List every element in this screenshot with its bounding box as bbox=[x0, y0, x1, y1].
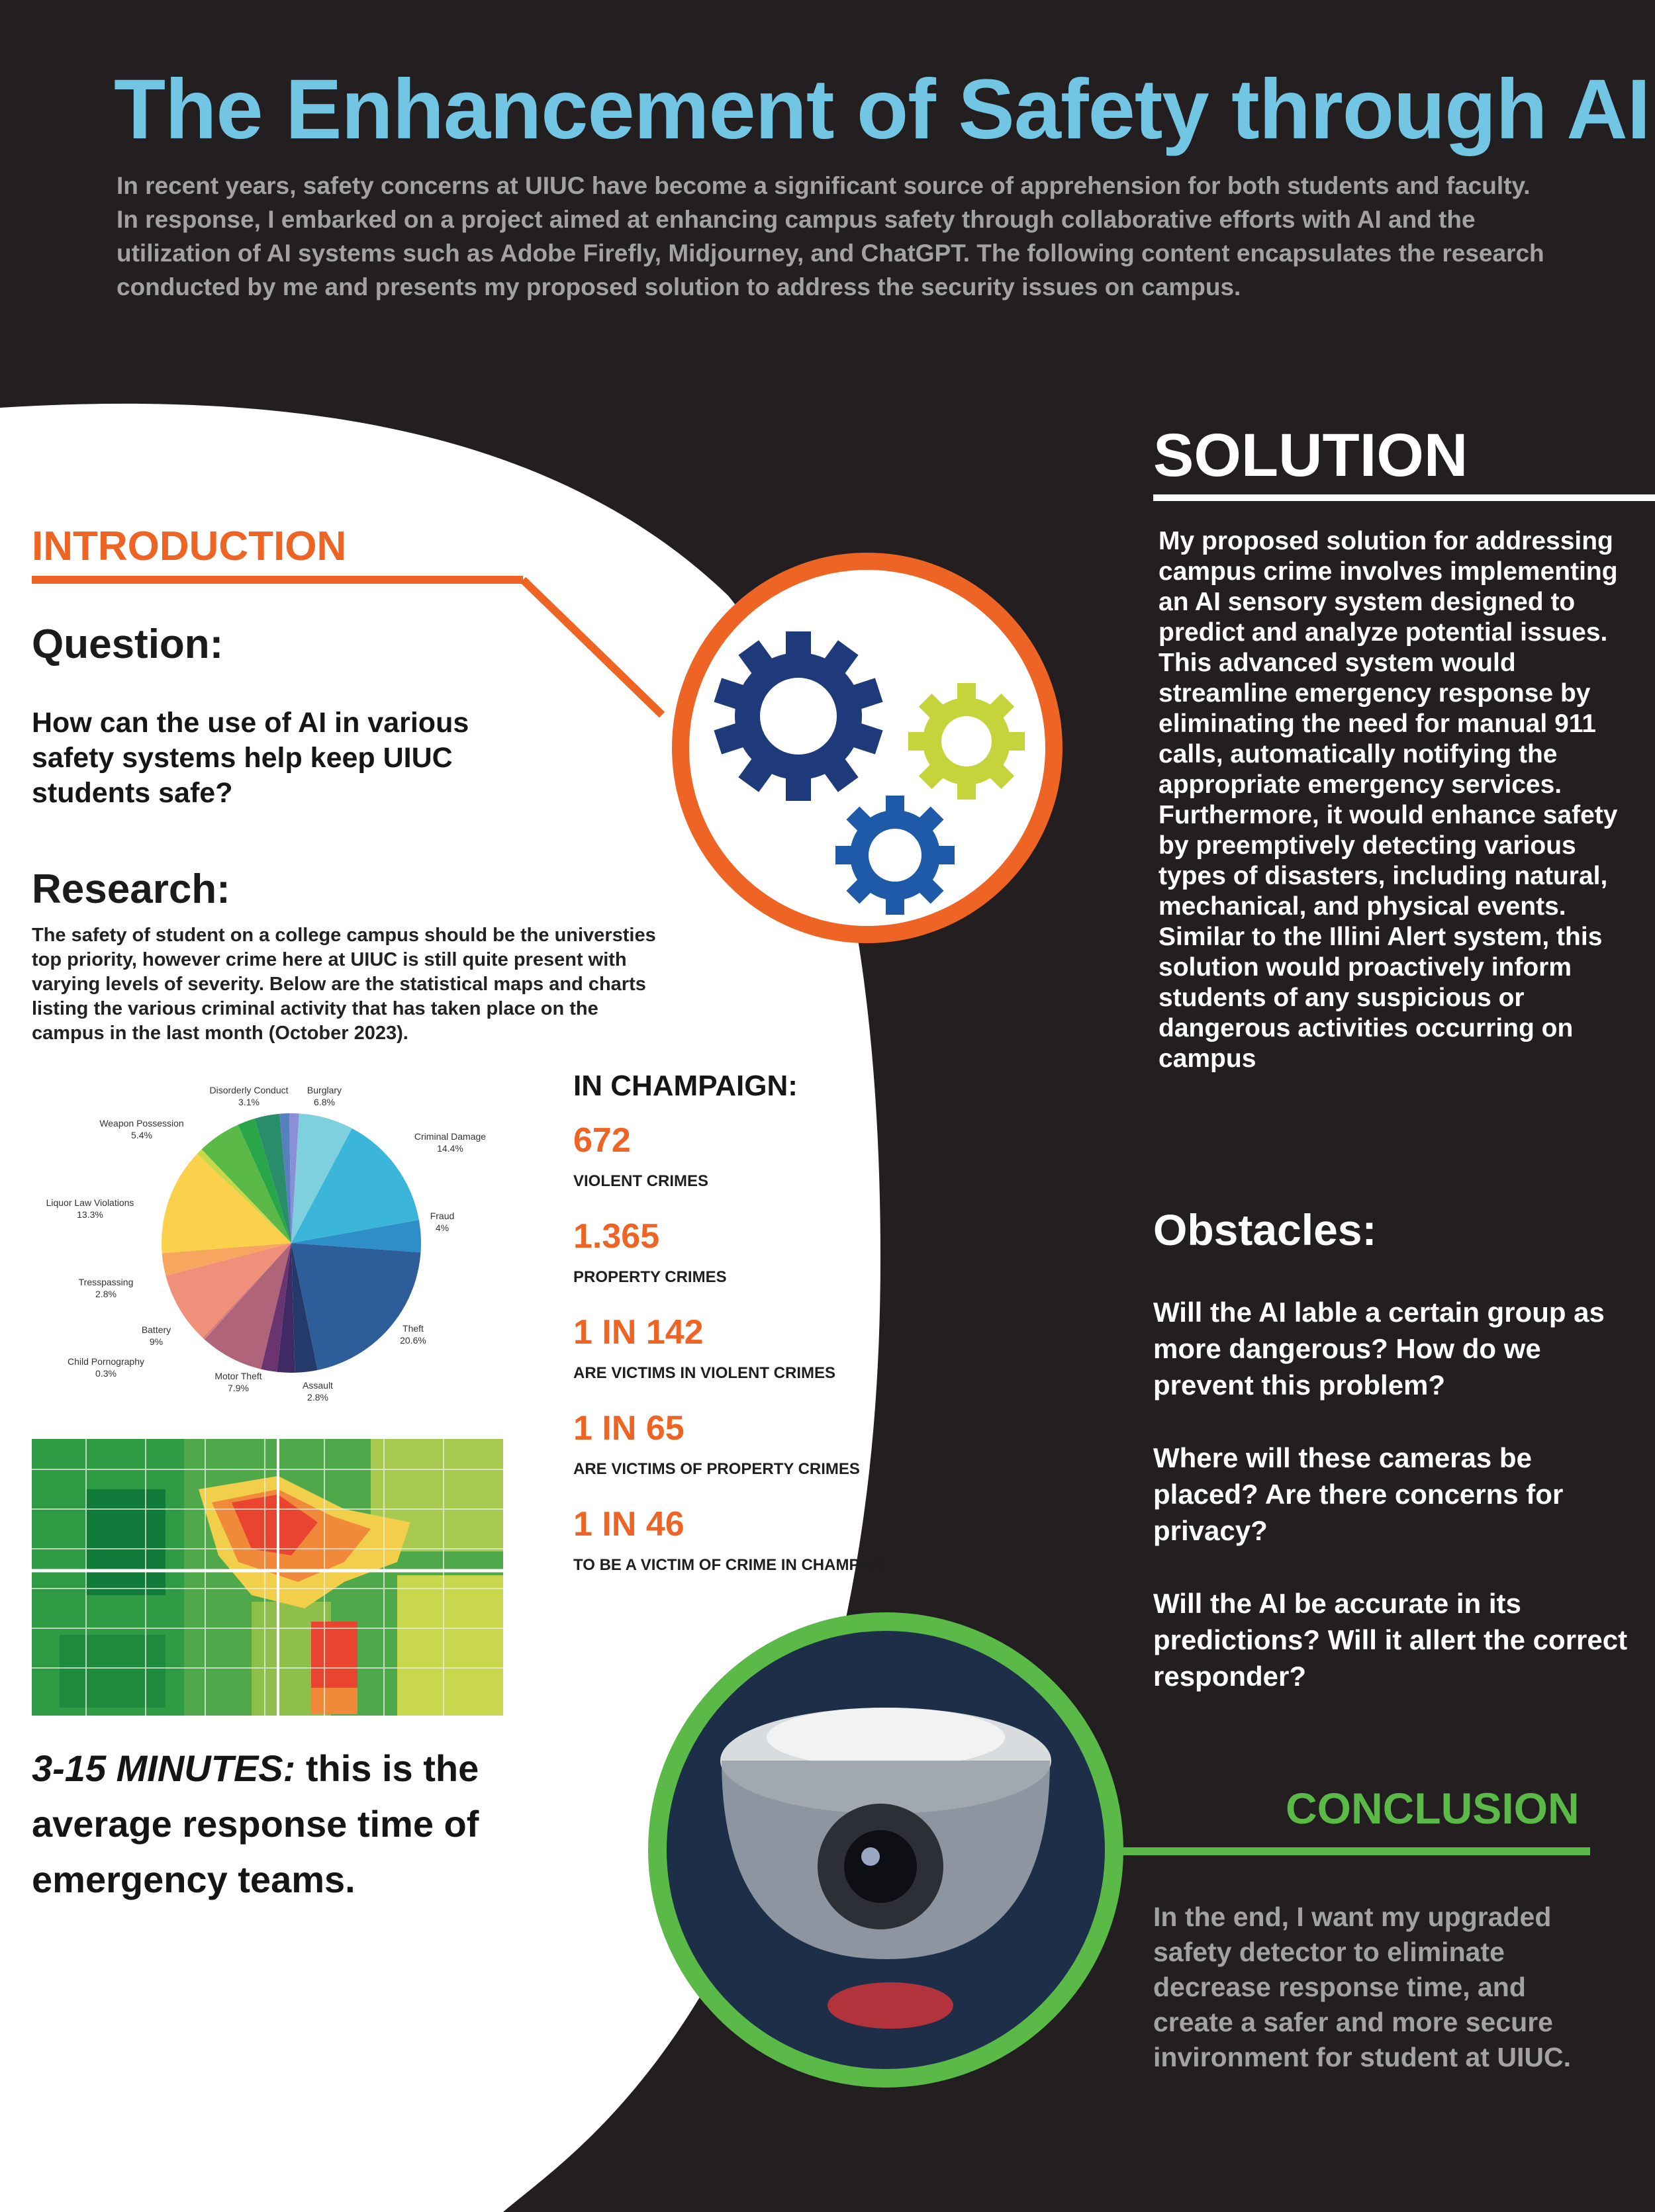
stat-violent-victims bbox=[573, 1313, 835, 1383]
pie-label: Assault bbox=[303, 1380, 333, 1391]
pie-label: Child Pornography bbox=[68, 1356, 144, 1367]
intro-paragraph: In recent years, safety concerns at UIUC have become a significant source of apprehension for both students and faculty. In response, I embarked on a project aimed at enhancing campus safety through collaborative efforts with AI and the utilization of AI systems such as Adobe Firefly, Midjourney, and ChatGPT. The following content encapsulates the research conducted by me and presents my proposed solution to address the security issues on campus. bbox=[117, 172, 1544, 300]
stat-label: TO BE A VICTIM OF CRIME IN CHAMPAIG. bbox=[573, 1556, 891, 1574]
pie-label: Fraud bbox=[430, 1211, 455, 1221]
pie-label: Weapon Possession bbox=[99, 1118, 184, 1129]
pie-label: Motor Theft bbox=[214, 1371, 262, 1381]
stat-label: VIOLENT CRIMES bbox=[573, 1172, 709, 1190]
research-heading: Research: bbox=[32, 866, 230, 912]
research-text: The safety of student on a college campus should be the universties top priority, however crime here at UIUC is still quite present with varying levels of severity. Below are the statistical maps and charts listing the various criminal activity that has taken place on the campus in the last month (October 2023). bbox=[32, 925, 656, 1044]
crime-heat-map bbox=[32, 1439, 503, 1716]
stat-crime-victim bbox=[573, 1504, 891, 1575]
response-time-note bbox=[32, 1741, 495, 1908]
response-text: this is the average response time of emergency teams. bbox=[32, 1747, 479, 1900]
response-highlight: 3-15 MINUTES: bbox=[32, 1747, 296, 1789]
pie-value-label: 14.4% bbox=[437, 1143, 463, 1154]
pie-label: Tresspassing bbox=[78, 1277, 134, 1287]
stat-property bbox=[573, 1217, 727, 1287]
stat-label: ARE VICTIMS OF PROPERTY CRIMES bbox=[573, 1460, 860, 1478]
stat-value: 1 IN 142 bbox=[573, 1313, 704, 1352]
crime-pie-chart bbox=[32, 1080, 503, 1410]
pie-value-label: 9% bbox=[149, 1336, 164, 1347]
question-heading: Question: bbox=[32, 622, 224, 667]
conclusion-text: In the end, I want my upgraded safety detector to eliminate decrease response time, and create a safer and more secure invironment for student at UIUC. bbox=[1153, 1902, 1571, 2072]
security-camera-icon bbox=[657, 1622, 1114, 2078]
obstacle-question: Where will these cameras be placed? Are there concerns for privacy? bbox=[1153, 1442, 1564, 1546]
page-title: The Enhancement of Safety through AI bbox=[114, 62, 1650, 157]
pie-value-label: 20.6% bbox=[400, 1335, 426, 1346]
pie-value-label: 7.9% bbox=[228, 1383, 249, 1393]
stat-value: 1.365 bbox=[573, 1217, 660, 1256]
pie-label: Liquor Law Violations bbox=[46, 1197, 134, 1208]
pie-value-label: 6.8% bbox=[314, 1097, 335, 1107]
gears-icon bbox=[681, 561, 1054, 935]
stat-value: 1 IN 65 bbox=[573, 1409, 685, 1448]
obstacle-question: Will the AI lable a certain group as more dangerous? How do we prevent this problem? bbox=[1153, 1297, 1605, 1401]
pie-value-label: 5.4% bbox=[131, 1130, 152, 1140]
obstacle-question: Will the AI be accurate in its predictions? Will it allert the correct responder? bbox=[1153, 1588, 1628, 1692]
introduction-heading: INTRODUCTION bbox=[32, 524, 347, 569]
stat-property-victims bbox=[573, 1408, 860, 1479]
pie-label: Criminal Damage bbox=[414, 1131, 487, 1142]
solution-heading: SOLUTION bbox=[1153, 422, 1468, 489]
pie-value-label: 2.8% bbox=[307, 1392, 328, 1403]
pie-value-label: 3.1% bbox=[238, 1097, 260, 1107]
conclusion-heading: CONCLUSION bbox=[1286, 1784, 1580, 1833]
pie-value-label: 13.3% bbox=[77, 1209, 103, 1220]
solution-text: My proposed solution for addressing campus crime involves implementing an AI sensory system designed to predict and analyze potential issues. This advanced system would streamline emergency response by eliminating the need for manual 911 calls, automatically notifying the appropriate emergency services. Furthermore, it would enhance safety by preemptively detecting various types of disasters, including natural, mechanical, and physical events. Similar to the Illini Alert system, this solution would proactively inform students of any suspicious or dangerous activities occurring on campus bbox=[1158, 527, 1618, 1073]
pie-label: Disorderly Conduct bbox=[209, 1085, 289, 1095]
pie-label: Burglary bbox=[307, 1085, 342, 1095]
obstacles-heading: Obstacles: bbox=[1153, 1205, 1377, 1254]
pie-label: Theft bbox=[402, 1323, 424, 1334]
question-text: How can the use of AI in various safety systems help keep UIUC students safe? bbox=[32, 707, 469, 809]
stat-value: 672 bbox=[573, 1121, 631, 1160]
pie-value-label: 0.3% bbox=[95, 1368, 117, 1379]
stats-heading: IN CHAMPAIGN: bbox=[573, 1070, 798, 1102]
stat-label: ARE VICTIMS IN VIOLENT CRIMES bbox=[573, 1364, 836, 1382]
stat-value: 1 IN 46 bbox=[573, 1505, 685, 1544]
obstacles-list bbox=[1153, 1294, 1630, 1694]
stat-violent bbox=[573, 1121, 708, 1191]
pie-label: Battery bbox=[141, 1324, 171, 1335]
pie-value-label: 2.8% bbox=[95, 1289, 117, 1299]
stat-label: PROPERTY CRIMES bbox=[573, 1268, 727, 1286]
pie-value-label: 4% bbox=[435, 1222, 449, 1233]
